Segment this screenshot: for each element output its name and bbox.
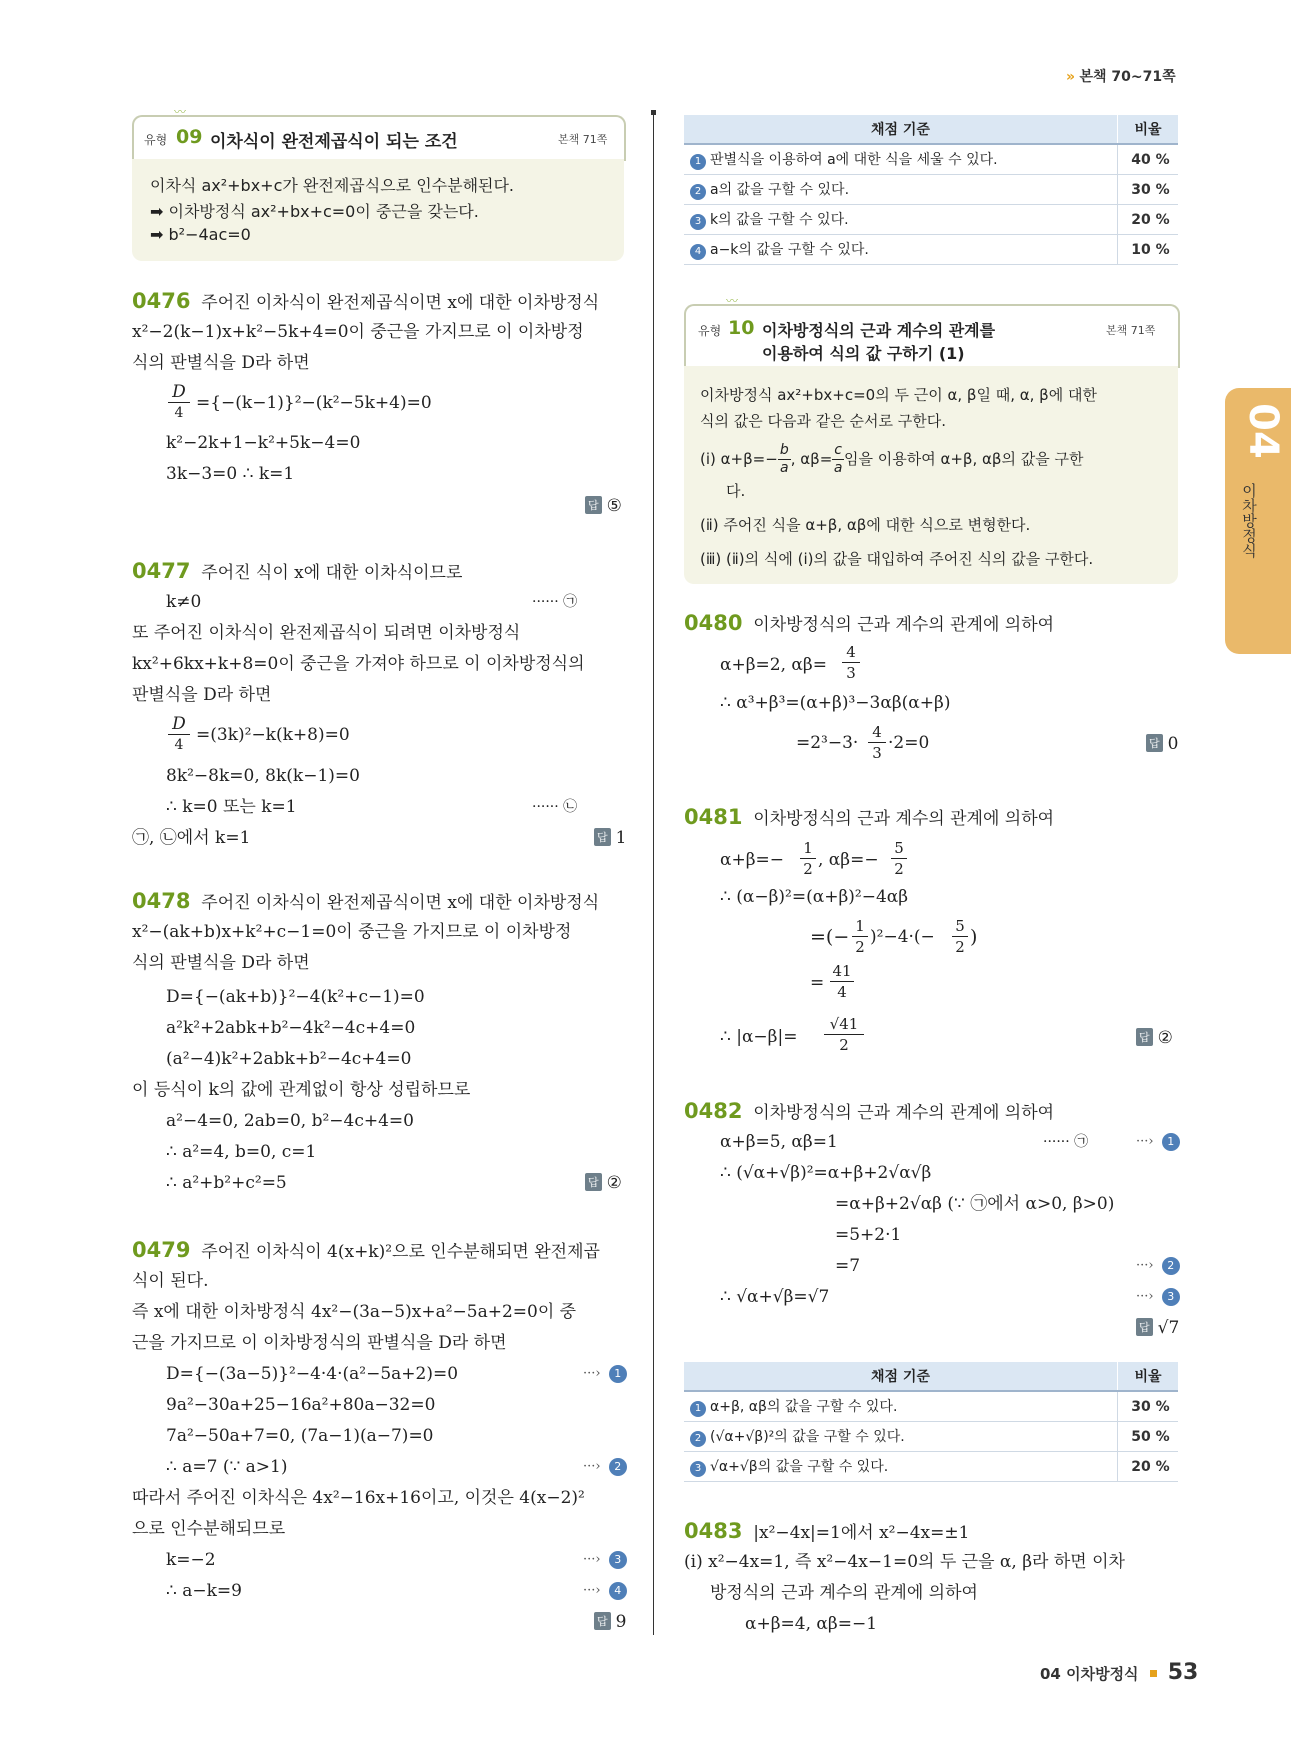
type10-body: 이차방정식 ax²+bx+c=0의 두 근이 α, β일 때, α, β에 대한 식의 값은 다음과 같은 순서로 구한다. (ⅰ) α+β=− $\frac{b}{a}$ , αβ= $\frac{c}{a}$ 임을 이용하여 α+β, αβ의 값을 구한 다. (ⅱ) 주어진 식을 α+β, αβ에 대한 식으로 변형한다. (ⅲ) (ⅱ)의 식에 (ⅰ)의 값을 대입하여 주어진 식의 값을 구한다. (684, 366, 1178, 584)
grading-table-2: 채점 기준 비율 1 α+β, αβ의 값을 구할 수 있다. 30 % 2 (√α+√β)²의 값을 구할 수 있다. 50 % 3 √α+√β의 값을 구할 수 있다. 20 % (684, 1362, 1178, 1482)
table-row: 3 √α+√β의 값을 구할 수 있다. 20 % (684, 1452, 1178, 1482)
answer-0479: 답 9 (594, 1612, 626, 1632)
step-marker-3: ···› 3 (1136, 1288, 1180, 1306)
type09-header: 〰 유형 09 이차식이 완전제곱식이 되는 조건 본책 71쪽 (132, 115, 626, 161)
table-row: 3 k의 값을 구할 수 있다. 20 % (684, 205, 1178, 235)
page-number: 53 (1167, 1660, 1199, 1685)
table-row: 4 a−k의 값을 구할 수 있다. 10 % (684, 235, 1178, 265)
fraction-1-over-2: 1 2 (852, 916, 868, 957)
side-tab-title: 이차방정식 (1240, 483, 1258, 558)
table-row: 1 α+β, αβ의 값을 구할 수 있다. 30 % (684, 1391, 1178, 1422)
column-divider (653, 110, 654, 1635)
answer-icon: 답 (585, 1173, 602, 1191)
answer-icon: 답 (585, 496, 602, 514)
fraction-1-over-2: 1 2 (800, 838, 816, 879)
problem-0483-line1: 0483 |x²−4x|=1에서 x²−4x=±1 (684, 1519, 970, 1543)
double-chevron-icon: » (1066, 69, 1076, 85)
answer-0480: 답 0 (1146, 734, 1178, 754)
step-marker-2: ···› 2 (1136, 1257, 1180, 1275)
answer-icon: 답 (594, 828, 611, 846)
fraction-4-over-3: 4 3 (842, 642, 860, 683)
answer-icon: 답 (1146, 734, 1163, 752)
answer-0477: 답 1 (594, 828, 626, 848)
table-row: 1 판별식을 이용하여 a에 대한 식을 세울 수 있다. 40 % (684, 144, 1178, 175)
answer-0478: 답 ② (585, 1173, 622, 1193)
page-ref-header: » 본책 70~71쪽 (1066, 69, 1176, 85)
table-row: 2 a의 값을 구할 수 있다. 30 % (684, 175, 1178, 205)
fraction-D-over-4: D 4 (168, 714, 190, 755)
fraction-4-over-3: 4 3 (868, 722, 886, 763)
zigzag-icon: 〰 (174, 105, 187, 119)
step-marker-3: ···› 3 (583, 1551, 627, 1569)
type10-title-line1: 이차방정식의 근과 계수의 관계를 (762, 321, 996, 340)
chapter-side-tab[interactable] (1225, 388, 1291, 654)
grading-table-1: 채점 기준 비율 1 판별식을 이용하여 a에 대한 식을 세울 수 있다. 40 % 2 a의 값을 구할 수 있다. 30 % 3 k의 값을 구할 수 있다. 20 % 4 a−k의 값을 구할 수 있다. 10 % (684, 115, 1178, 265)
step-marker-2: ···› 2 (583, 1458, 627, 1476)
fraction-5-over-2: 5 2 (952, 916, 968, 957)
answer-0476: 답 ⑤ (585, 496, 622, 516)
zigzag-icon: 〰 (726, 294, 739, 308)
answer-icon: 답 (594, 1612, 611, 1630)
problem-0477-line1: 0477 주어진 식이 x에 대한 이차식이므로 (132, 559, 463, 583)
type10-header: 〰 유형 10 이차방정식의 근과 계수의 관계를 이용하여 식의 값 구하기 (1) 본책 71쪽 (684, 304, 1180, 368)
square-bullet-icon (1150, 1670, 1157, 1677)
answer-icon: 답 (1136, 1318, 1153, 1336)
answer-0481: 답 ② (1136, 1028, 1173, 1048)
fraction-sqrt41-over-2: √41 2 (824, 1014, 864, 1055)
table-row: 2 (√α+√β)²의 값을 구할 수 있다. 50 % (684, 1422, 1178, 1452)
type09-title: 이차식이 완전제곱식이 되는 조건 (210, 132, 458, 152)
answer-0482: 답 √7 (1136, 1318, 1179, 1338)
problem-0479-line1: 0479 주어진 이차식이 4(x+k)²으로 인수분해되면 완전제곱 (132, 1238, 600, 1262)
type09-body: 이차식 ax²+bx+c가 완전제곱식으로 인수분해된다. ➡ 이차방정식 ax²+bx+c=0이 중근을 갖는다. ➡ b²−4ac=0 (132, 159, 624, 261)
divider-top-mark (651, 110, 656, 115)
answer-icon: 답 (1136, 1028, 1153, 1046)
problem-0480-line1: 0480 이차방정식의 근과 계수의 관계에 의하여 (684, 611, 1055, 635)
problem-0481-line1: 0481 이차방정식의 근과 계수의 관계에 의하여 (684, 805, 1055, 829)
fraction-41-over-4: 41 4 (830, 961, 854, 1002)
fraction-D-over-4: D 4 (168, 382, 190, 423)
fraction-5-over-2: 5 2 (891, 838, 907, 879)
problem-0476-line1: 0476 주어진 이차식이 완전제곱식이면 x에 대한 이차방정식 (132, 289, 600, 313)
page-footer: 04 이차방정식 53 (1040, 1660, 1199, 1685)
step-marker-1: ···› 1 (1136, 1133, 1180, 1151)
step-marker-4: ···› 4 (583, 1582, 627, 1600)
side-tab-number: 04 (1239, 403, 1286, 459)
type10-title-line2: 이용하여 식의 값 구하기 (1) (762, 344, 965, 363)
problem-0482-line1: 0482 이차방정식의 근과 계수의 관계에 의하여 (684, 1099, 1055, 1123)
step-marker-1: ···› 1 (583, 1365, 627, 1383)
problem-0478-line1: 0478 주어진 이차식이 완전제곱식이면 x에 대한 이차방정식 (132, 889, 600, 913)
